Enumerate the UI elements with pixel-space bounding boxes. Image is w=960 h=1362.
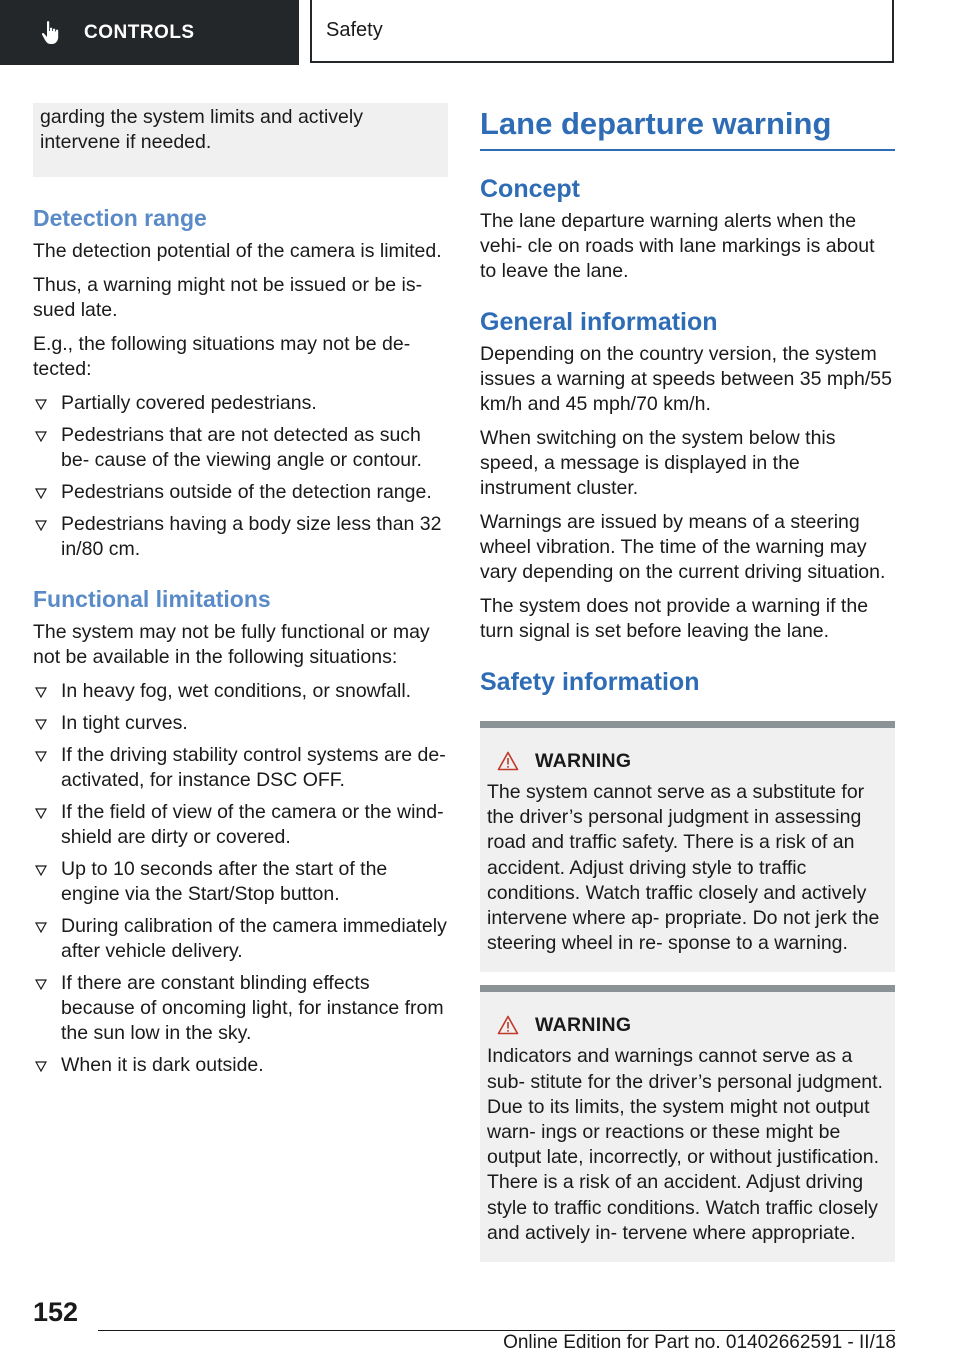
triangle-bullet-icon — [35, 520, 47, 531]
functional-limitations-list — [33, 679, 448, 1078]
list-item — [33, 914, 448, 964]
chapter-label: CONTROLS — [84, 21, 195, 43]
list-item — [33, 800, 448, 850]
detection-range-list — [33, 391, 448, 562]
triangle-bullet-icon — [35, 431, 47, 442]
warning-label: WARNING — [535, 1013, 632, 1036]
functional-limitations-heading: Functional limitations — [33, 586, 271, 612]
warning-triangle-icon — [497, 1015, 519, 1035]
title-divider — [480, 149, 895, 151]
triangle-bullet-icon — [35, 979, 47, 990]
warning-header — [497, 748, 889, 774]
list-item — [33, 857, 448, 907]
triangle-bullet-icon — [35, 719, 47, 730]
list-item-text: When it is dark outside. — [61, 1054, 264, 1076]
page-title: Lane departure warning — [480, 106, 832, 141]
list-item-text: Pedestrians outside of the detection range. — [61, 481, 432, 503]
paragraph: The system does not provide a warning if the turn signal is set before leaving the lane. — [480, 595, 869, 642]
section-header — [310, 0, 894, 63]
continued-note-box — [33, 103, 448, 177]
edition-text: Online Edition for Part no. 01402662591 - II/18 — [503, 1332, 896, 1353]
paragraph: The system may not be fully functional or may not be available in the following situations: — [33, 621, 430, 668]
right-column — [480, 103, 895, 1275]
concept-heading: Concept — [480, 175, 580, 203]
list-item-text: Pedestrians that are not detected as such be‐ cause of the viewing angle or contour. — [61, 424, 422, 471]
triangle-bullet-icon — [35, 751, 47, 762]
list-item-text: If the driving stability control systems are de‐ activated, for instance DSC OFF. — [61, 744, 446, 791]
warning-box — [480, 985, 895, 1262]
list-item — [33, 423, 448, 473]
continued-note: garding the system limits and actively intervene if needed. — [40, 106, 363, 153]
paragraph: Depending on the country version, the system issues a warning at speeds between 35 mph/55 km/h and 45 mph/70 km/h. — [480, 343, 892, 415]
list-item-text: Pedestrians having a body size less than 32 in/80 cm. — [61, 513, 442, 560]
list-item-text: Partially covered pedestrians. — [61, 392, 317, 414]
list-item-text: If the field of view of the camera or the wind‐ shield are dirty or covered. — [61, 801, 444, 848]
list-item — [33, 1053, 448, 1078]
list-item-text: If there are constant blinding effects because of oncoming light, for instance from the sun low in the sky. — [61, 972, 444, 1044]
list-item-text: In tight curves. — [61, 712, 188, 734]
section-label: Safety — [326, 19, 383, 41]
footer-divider — [98, 1330, 895, 1331]
list-item — [33, 391, 448, 416]
warning-text: The system cannot serve as a substitute for the driver’s personal judgment in assessing road and traffic safety. There is a risk of an accident. Adjust driving style to traffic conditions. Watch traffic closely and actively intervene where ap‐ propriate. Do not jerk the steering wheel in re‐ sponse to a warning. — [487, 781, 880, 955]
paragraph: The lane departure warning alerts when the vehi‐ cle on roads with lane markings is about to leave the lane. — [480, 210, 875, 282]
triangle-bullet-icon — [35, 865, 47, 876]
detection-range-heading: Detection range — [33, 205, 207, 231]
paragraph: E.g., the following situations may not be de‐ tected: — [33, 333, 411, 380]
paragraph: Thus, a warning might not be issued or be is‐ sued late. — [33, 274, 423, 321]
paragraph: When switching on the system below this speed, a message is displayed in the instrument cluster. — [480, 427, 836, 499]
warning-triangle-icon — [497, 751, 519, 771]
list-item — [33, 743, 448, 793]
triangle-bullet-icon — [35, 687, 47, 698]
triangle-bullet-icon — [35, 488, 47, 499]
list-item — [33, 480, 448, 505]
hand-pointer-icon — [40, 20, 64, 46]
paragraph: The detection potential of the camera is limited. — [33, 240, 442, 262]
left-column — [33, 103, 448, 1100]
general-information-heading: General information — [480, 308, 718, 336]
triangle-bullet-icon — [35, 808, 47, 819]
warning-text: Indicators and warnings cannot serve as a sub‐ stitute for the driver’s personal judgment. Due to its limits, the system might not output warn‐ ings or reactions or these might be output late, incorrectly, or without justification. There is a risk of an accident. Adjust driving style to traffic conditions. Watch traffic closely and actively in‐ tervene where appropriate. — [487, 1045, 883, 1244]
warning-header — [497, 1012, 889, 1038]
triangle-bullet-icon — [35, 399, 47, 410]
safety-information-heading: Safety information — [480, 668, 700, 696]
list-item-text: During calibration of the camera immediately after vehicle delivery. — [61, 915, 447, 962]
triangle-bullet-icon — [35, 922, 47, 933]
triangle-bullet-icon — [35, 1061, 47, 1072]
list-item — [33, 512, 448, 562]
warning-box — [480, 721, 895, 972]
list-item — [33, 971, 448, 1046]
list-item-text: Up to 10 seconds after the start of the engine via the Start/Stop button. — [61, 858, 388, 905]
list-item — [33, 711, 448, 736]
list-item — [33, 679, 448, 704]
chapter-tab[interactable] — [0, 0, 299, 65]
list-item-text: In heavy fog, wet conditions, or snowfall. — [61, 680, 412, 702]
warning-label: WARNING — [535, 749, 632, 772]
page-number: 152 — [33, 1297, 79, 1327]
paragraph: Warnings are issued by means of a steering wheel vibration. The time of the warning may vary depending on the current driving situation. — [480, 511, 886, 583]
